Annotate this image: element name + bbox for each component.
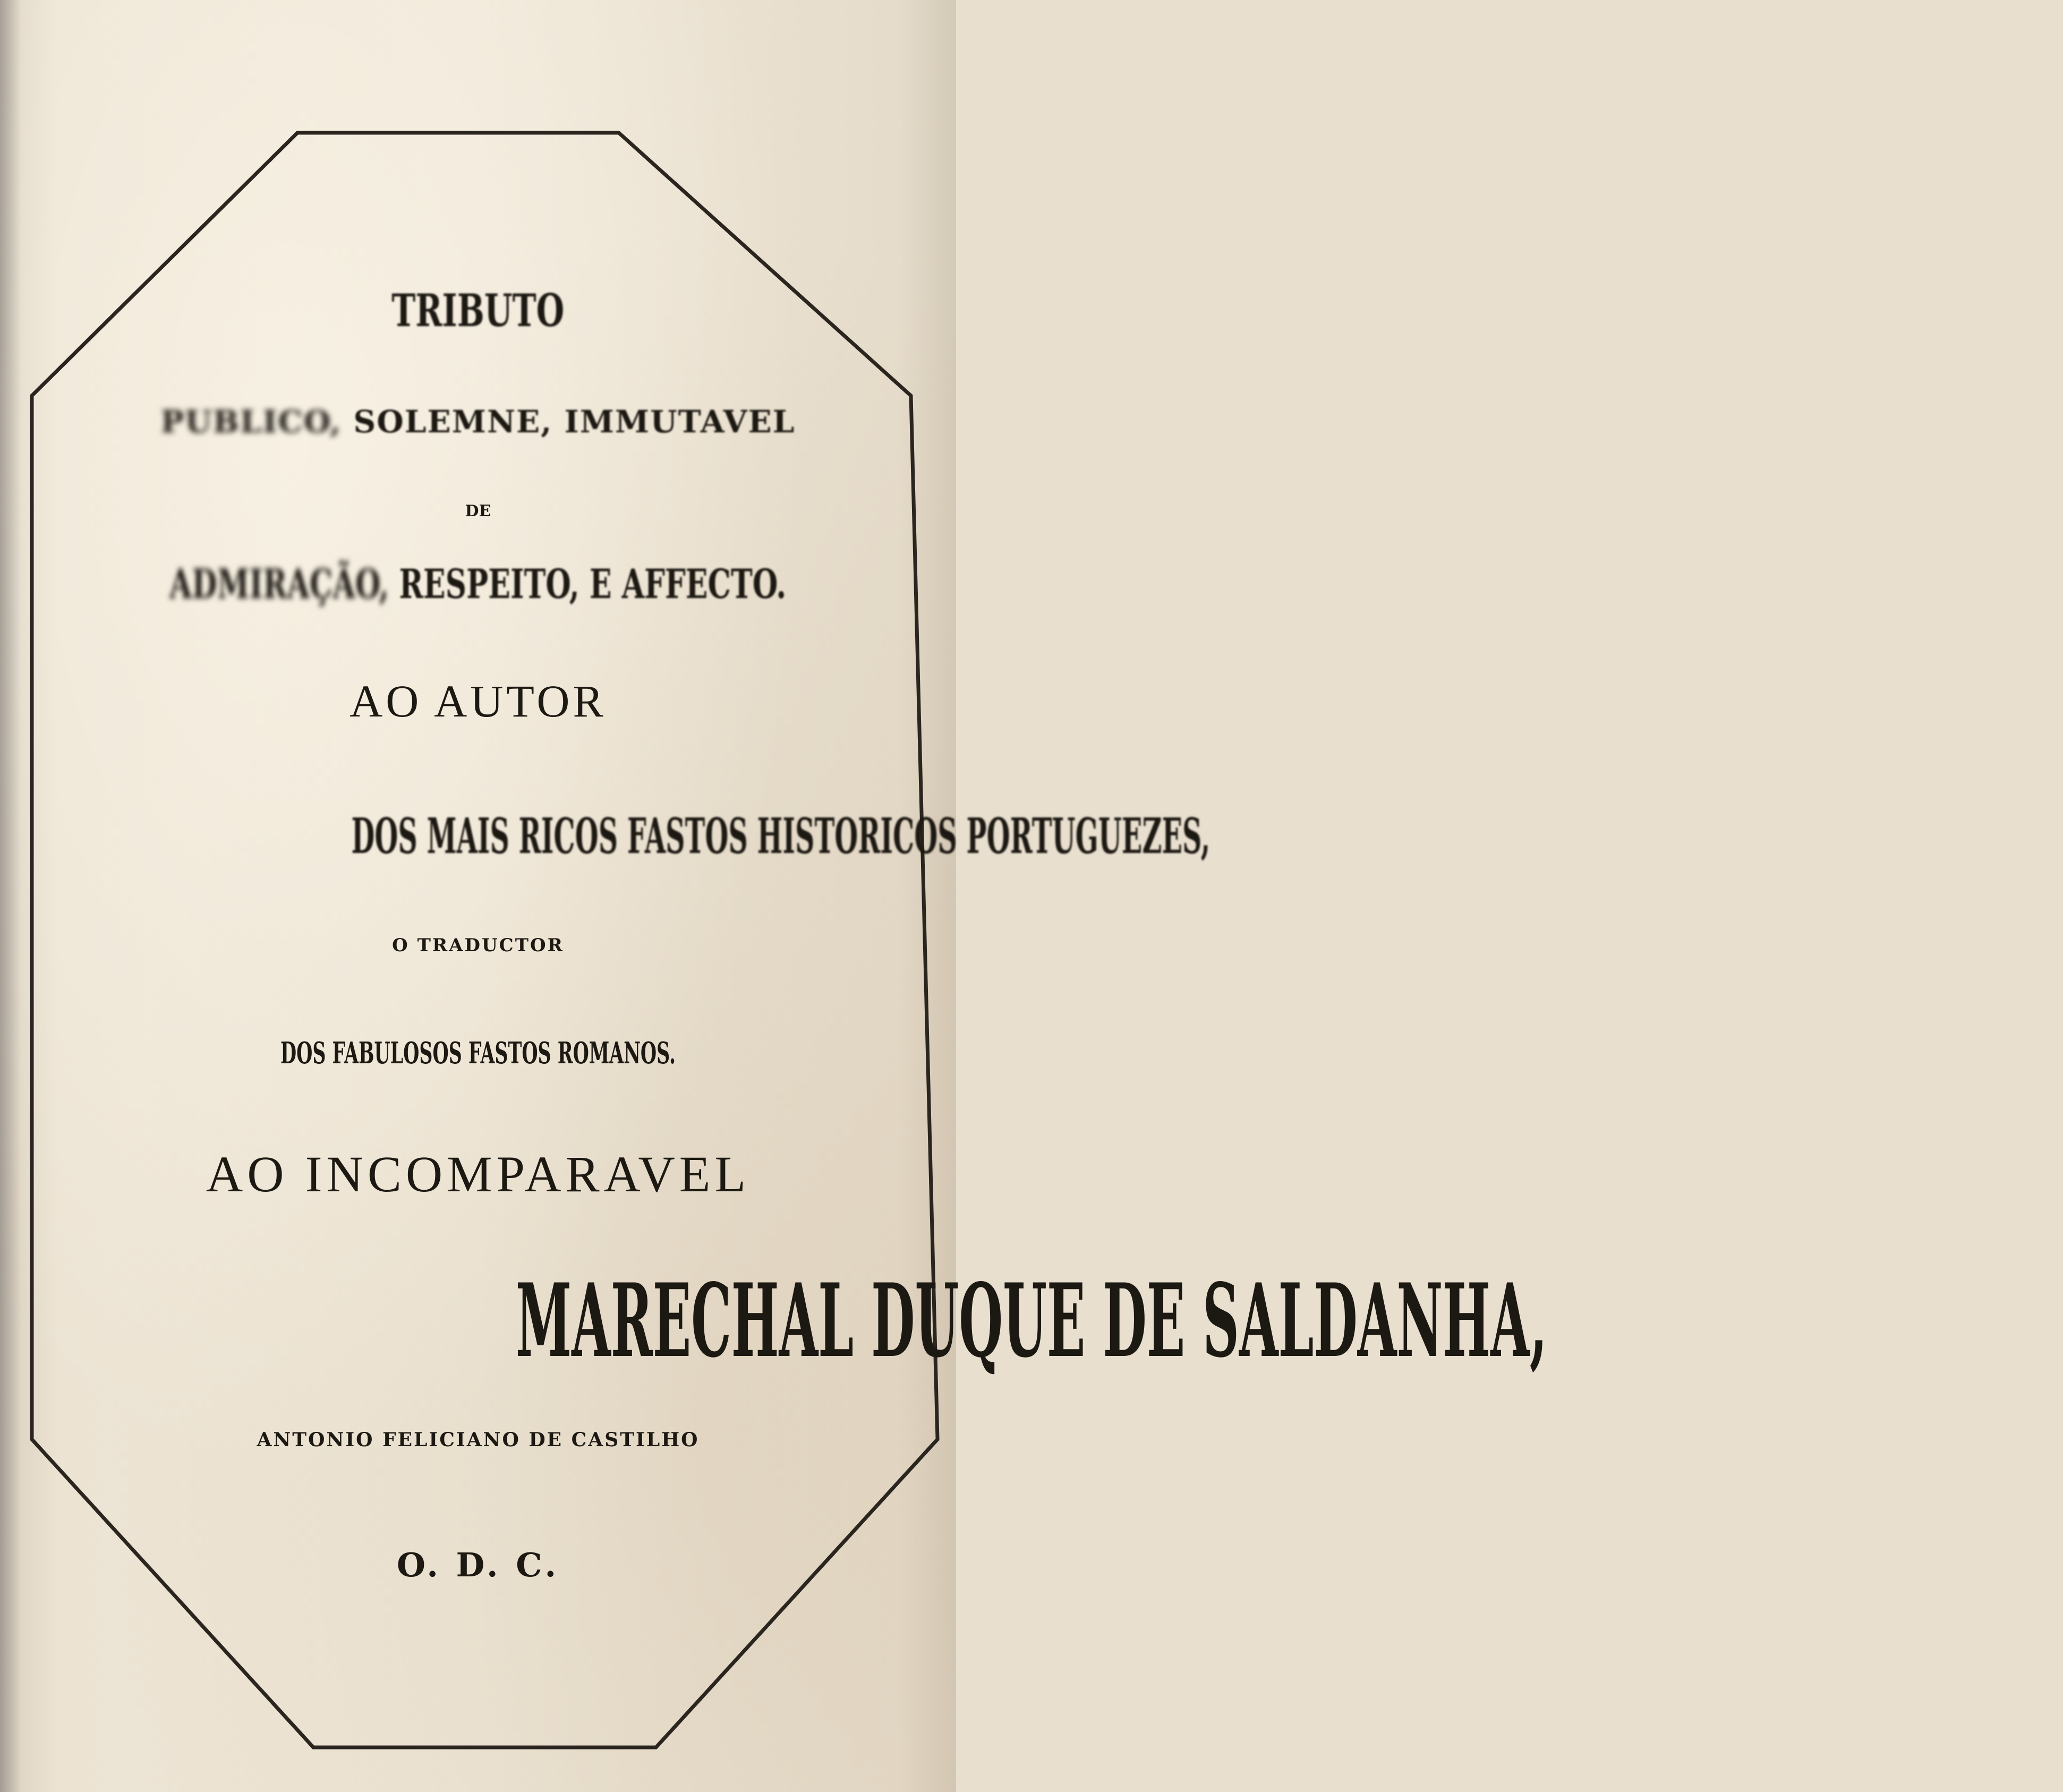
heading-tributo: TRIBUTO [391, 284, 565, 337]
line-fastos-romanos: DOS FABULOSOS FASTOS ROMANOS. [280, 1036, 676, 1071]
line-de: DE [465, 502, 491, 520]
line-marechal-duque-de-saldanha: MARECHAL DUQUE DE SALDANHA, [515, 1261, 1547, 1380]
blurred-word: PUBLICO, [160, 404, 342, 440]
line-ao-autor: AO AUTOR [349, 676, 607, 727]
line-respeito-affecto: ADMIRAÇÃO, RESPEITO, E AFFECTO. [169, 560, 787, 608]
line-fastos-portuguezes: DOS MAIS RICOS FASTOS HISTORICOS PORTUGUEZES, [351, 807, 1210, 865]
line-ao-incomparavel: AO INCOMPARAVEL [206, 1146, 751, 1202]
line-o-traductor: O TRADUCTOR [392, 935, 564, 956]
line-author-name: ANTONIO FELICIANO DE CASTILHO [257, 1429, 700, 1451]
blurred-word: ADMIRAÇÃO, [169, 560, 389, 608]
line-solemne-immutavel: PUBLICO, SOLEMNE, IMMUTAVEL [160, 404, 796, 440]
line-odc: O. D. C. [396, 1546, 560, 1584]
